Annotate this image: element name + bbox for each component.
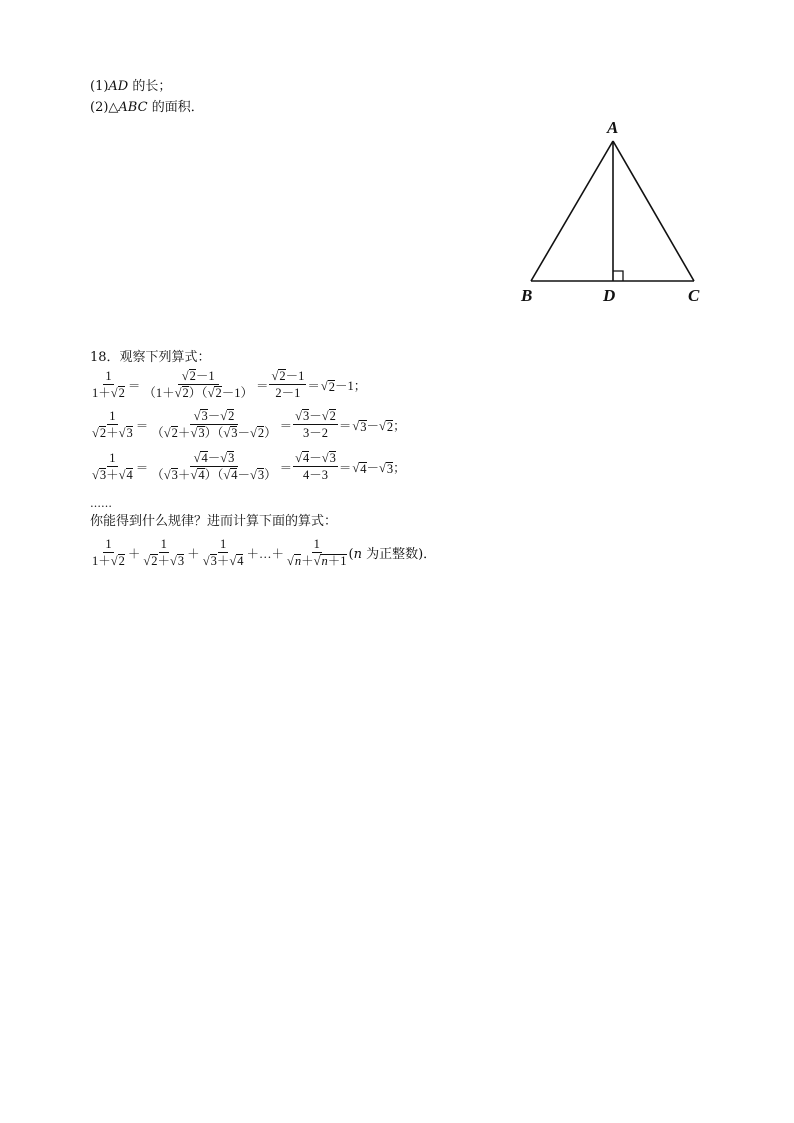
fraction: 1 √ 3 ＋ √ 4 bbox=[92, 451, 133, 482]
point-d-label: D bbox=[603, 286, 616, 305]
fraction: 1 1＋ √ 2 bbox=[92, 369, 125, 400]
fraction: 1 √ n ＋ √ n＋1 bbox=[286, 537, 347, 568]
fraction: 1 √ 2 ＋ √ 3 bbox=[143, 537, 185, 568]
fraction: √ 4 － √ 3 4－3 bbox=[295, 451, 336, 482]
fraction: √ 3 － √ 2 3－2 bbox=[295, 409, 336, 440]
fraction: √ 2 －1 （1＋ √ 2 ）（ √ 2 －1） bbox=[143, 369, 253, 400]
side-ab bbox=[531, 141, 613, 281]
equation-row-1: 1 1＋ √ 2 ＝ √ 2 －1 （1＋ √ 2 ）（ √ 2 －1） ＝ √ 2 －1 2－1 ＝ √ 2 －1； bbox=[92, 369, 367, 400]
fraction: √ 4 － √ 3 （ √ 3 ＋ √ 4 ）（ √ 4 － √ 3 ） bbox=[151, 451, 277, 482]
vertex-b-label: B bbox=[521, 286, 533, 305]
fraction: √ 3 － √ 2 （ √ 2 ＋ √ 3 ）（ √ 3 － √ 2 ） bbox=[151, 409, 277, 440]
tail-var: n bbox=[353, 547, 362, 562]
part2-prefix: (2)△ bbox=[90, 100, 119, 115]
part2-suffix: 的面积． bbox=[147, 100, 204, 115]
side-ac bbox=[613, 141, 694, 281]
part1-var: AD bbox=[108, 79, 129, 94]
fraction: 1 √ 2 ＋ √ 3 bbox=[92, 409, 133, 440]
triangle-figure bbox=[0, 0, 794, 340]
q18-question: 你能得到什么规律？进而计算下面的算式： bbox=[90, 514, 338, 529]
ellipsis: …… bbox=[90, 497, 112, 510]
sum-expression: 1 1＋ √ 2 ＋ 1 √ 2 ＋ √ 3 ＋ 1 √ 3 ＋ √ 4 ＋…＋ 1 √ n ＋ √ n＋1 (n 为正整数)． bbox=[92, 537, 437, 568]
fraction: 1 √ 3 ＋ √ 4 bbox=[202, 537, 244, 568]
part1-suffix: 的长； bbox=[128, 79, 172, 94]
q18-heading: 18．观察下列算式： bbox=[90, 350, 211, 365]
part2-var: ABC bbox=[118, 100, 148, 115]
fraction: √ 2 －1 2－1 bbox=[271, 369, 305, 400]
right-angle-mark bbox=[613, 271, 623, 281]
equation-row-3: 1 √ 3 ＋ √ 4 ＝ √ 4 － √ 3 （ √ 3 ＋ √ 4 ）（ √ 4 － √ 3 ） ＝ √ 4 － √ 3 4－3 ＝ √ 4 － √ 3 ； bbox=[92, 451, 406, 482]
fraction: 1 1＋ √ 2 bbox=[92, 537, 125, 568]
equation-row-2: 1 √ 2 ＋ √ 3 ＝ √ 3 － √ 2 （ √ 2 ＋ √ 3 ）（ √ 3 － √ 2 ） ＝ √ 3 － √ 2 3－2 ＝ √ 3 － √ 2 ； bbox=[92, 409, 406, 440]
vertex-a-label: A bbox=[607, 118, 619, 137]
tail-text: 为正整数)． bbox=[366, 547, 437, 562]
part1-prefix: (1) bbox=[90, 79, 109, 94]
vertex-c-label: C bbox=[688, 286, 700, 305]
